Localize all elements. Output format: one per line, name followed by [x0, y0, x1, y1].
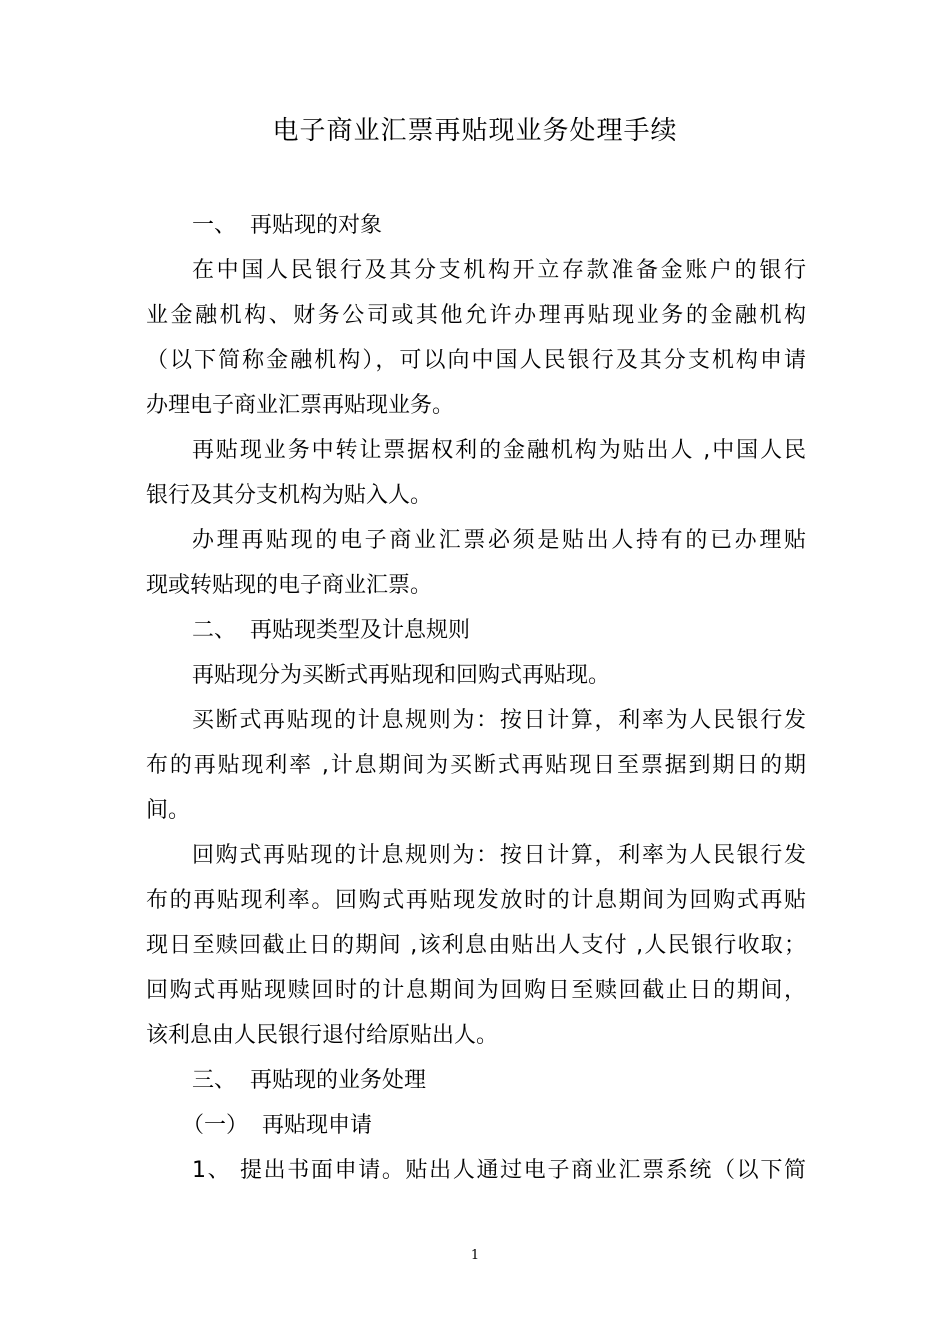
document-title: 电子商业汇票再贴现业务处理手续	[272, 116, 678, 146]
paragraph-line: 买断式再贴现的计息规则为：按日计算，利率为人民银行发	[192, 708, 806, 733]
paragraph-line: 再贴现分为买断式再贴现和回购式再贴现。	[192, 663, 611, 688]
paragraph-line: 办理再贴现的电子商业汇票必须是贴出人持有的已办理贴	[192, 528, 806, 553]
page-number: 1	[470, 1248, 480, 1263]
paragraph-line: 在中国人民银行及其分支机构开立存款准备金账户的银行	[192, 258, 806, 283]
paragraph-line: 该利息由人民银行退付给原贴出人。	[146, 1023, 499, 1048]
paragraph-line: 再贴现业务中转让票据权利的金融机构为贴出人 ,中国人民	[192, 438, 806, 463]
paragraph-line: （以下简称金融机构），可以向中国人民银行及其分支机构申请	[146, 348, 806, 373]
section-heading-1: 一、 再贴现的对象	[192, 213, 382, 238]
paragraph-line: 布的再贴现利率 ,计息期间为买断式再贴现日至票据到期日的期	[146, 753, 806, 778]
paragraph-line: 回购式再贴现赎回时的计息期间为回购日至赎回截止日的期间，	[146, 978, 806, 1003]
paragraph-line: 1、 提出书面申请。贴出人通过电子商业汇票系统（以下简	[192, 1158, 806, 1183]
subsection-heading: （一） 再贴现申请	[182, 1113, 372, 1138]
paragraph-line: 现或转贴现的电子商业汇票。	[146, 573, 433, 598]
paragraph-line: 现日至赎回截止日的期间 ,该利息由贴出人支付 ,人民银行收取；	[146, 933, 806, 958]
section-heading-2: 二、 再贴现类型及计息规则	[192, 618, 470, 643]
paragraph-line: 布的再贴现利率。回购式再贴现发放时的计息期间为回购式再贴	[146, 888, 806, 913]
section-heading-3: 三、 再贴现的业务处理	[192, 1068, 426, 1093]
paragraph-line: 回购式再贴现的计息规则为：按日计算，利率为人民银行发	[192, 843, 806, 868]
paragraph-line: 银行及其分支机构为贴入人。	[146, 483, 433, 508]
paragraph-line: 间。	[146, 798, 191, 823]
paragraph-line: 办理电子商业汇票再贴现业务。	[146, 393, 455, 418]
paragraph-line: 业金融机构、财务公司或其他允许办理再贴现业务的金融机构	[146, 303, 806, 328]
